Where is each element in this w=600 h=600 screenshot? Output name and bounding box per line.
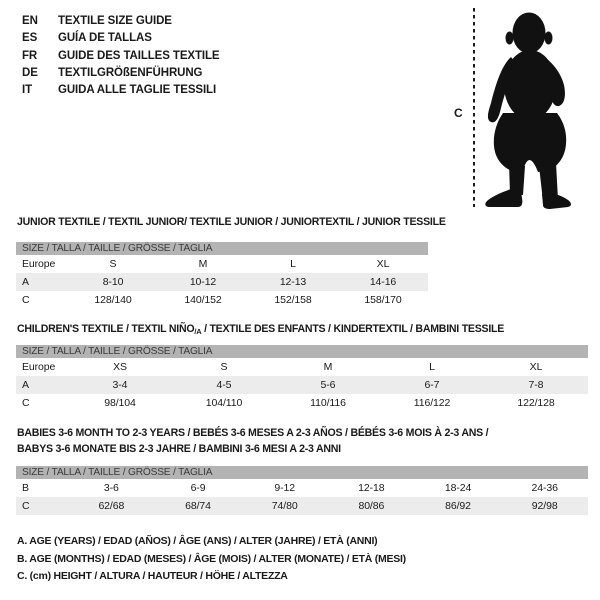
table-row	[16, 376, 588, 394]
table-row	[16, 273, 428, 291]
lang-row-en	[22, 13, 220, 30]
table-cell: XL	[376, 258, 390, 270]
table-cell: XS	[113, 361, 127, 373]
table-cell: 24-36	[531, 482, 558, 494]
row-label: Europe	[22, 258, 56, 270]
children-size-table	[16, 345, 588, 412]
table-cell: 152/158	[274, 294, 312, 306]
footnote-a: A. AGE (YEARS) / EDAD (AÑOS) / ÂGE (ANS) / ALTER (JAHRE) / ETÀ (ANNI)	[17, 535, 378, 547]
lang-title: GUÍA DE TALLAS	[58, 32, 152, 45]
table-cell: 18-24	[444, 482, 472, 494]
row-label: B	[22, 482, 29, 494]
table-row	[16, 394, 588, 412]
table-cell: L	[290, 258, 296, 270]
table-cell: 140/152	[184, 294, 222, 306]
footnote-c: C. (cm) HEIGHT / ALTURA / HAUTEUR / HÖHE / ALTEZZA	[17, 570, 288, 583]
babies-title-line2: BABYS 3-6 MONATE BIS 2-3 JAHRE / BAMBINI 3-6 MESI A 2-3 ANNI	[17, 443, 341, 455]
children-title-subscript: /A	[194, 327, 202, 336]
table-cell: 92/98	[531, 500, 558, 512]
table-cell: 12-18	[358, 482, 385, 494]
table-cell: 68/74	[185, 500, 211, 512]
height-dashed-line	[473, 8, 475, 207]
table-cell: 6-7	[424, 379, 440, 391]
table-cell: L	[429, 361, 435, 373]
lang-title: TEXTILGRÖßENFÜHRUNG	[58, 66, 203, 79]
row-label: Europe	[22, 361, 56, 373]
lang-title: TEXTILE SIZE GUIDE	[58, 15, 172, 27]
table-cell: S	[220, 361, 228, 373]
table-cell: 5-6	[320, 379, 336, 391]
table-cell: XL	[529, 361, 543, 373]
size-band: SIZE / TALLA / TAILLE / GRÖSSE / TAGLIA	[16, 466, 588, 479]
children-title-text: CHILDREN'S TEXTILE / TEXTIL NIÑO	[17, 323, 195, 335]
table-row	[16, 291, 428, 309]
babies-section-title	[17, 425, 577, 457]
table-cell: 14-16	[369, 276, 397, 288]
lang-code: EN	[22, 15, 38, 27]
table-row	[16, 479, 588, 497]
lang-row-de	[22, 65, 220, 82]
row-label: C	[22, 397, 30, 409]
lang-row-fr	[22, 48, 220, 65]
lang-title: GUIDE DES TAILLES TEXTILE	[58, 49, 220, 62]
table-cell: 10-12	[189, 276, 217, 288]
table-row	[16, 497, 588, 515]
table-cell: 9-12	[274, 482, 295, 494]
table-cell: 6-9	[190, 482, 206, 494]
junior-size-table	[16, 242, 428, 309]
lang-code: FR	[22, 49, 38, 62]
row-label: A	[22, 276, 29, 288]
table-cell: 110/116	[310, 397, 346, 409]
junior-section-title: JUNIOR TEXTILE / TEXTIL JUNIOR/ TEXTILE JUNIOR / JUNIORTEXTIL / JUNIOR TESSILE	[17, 216, 446, 228]
height-measure-label: C	[454, 106, 463, 120]
table-cell: 74/80	[271, 500, 298, 512]
table-cell: 62/68	[98, 500, 125, 512]
table-row	[16, 255, 428, 273]
language-header	[22, 13, 220, 99]
table-cell: M	[323, 361, 333, 373]
table-cell: 158/170	[364, 294, 402, 306]
table-cell: 122/128	[517, 397, 555, 409]
lang-code: DE	[22, 66, 38, 79]
table-cell: 3-4	[112, 379, 128, 391]
babies-size-table	[16, 466, 588, 515]
table-cell: 98/104	[104, 397, 136, 409]
row-label: C	[22, 294, 30, 306]
table-cell: 12-13	[279, 276, 307, 288]
lang-row-es	[22, 30, 220, 47]
lang-title: GUIDA ALLE TAGLIE TESSILI	[58, 84, 217, 97]
footnote-b: B. AGE (MONTHS) / EDAD (MESES) / ÂGE (MOIS) / ALTER (MONATE) / ETÀ (MESI)	[17, 552, 406, 565]
table-cell: 7-8	[528, 379, 544, 391]
children-title-text: / TEXTILE DES ENFANTS / KINDERTEXTIL / BAMBINI TESSILE	[201, 323, 505, 335]
size-band: SIZE / TALLA / TAILLE / GRÖSSE / TAGLIA	[16, 345, 588, 358]
table-row	[16, 358, 588, 376]
row-label: A	[22, 379, 29, 391]
lang-row-it	[22, 82, 220, 99]
table-cell: 80/86	[358, 500, 385, 512]
children-section-title	[17, 323, 504, 336]
table-cell: 86/92	[445, 500, 471, 512]
size-band: SIZE / TALLA / TAILLE / GRÖSSE / TAGLIA	[16, 242, 428, 255]
table-cell: 128/140	[94, 294, 132, 306]
babies-title-line1: BABIES 3-6 MONTH TO 2-3 YEARS / BEBÉS 3-6 MESES A 2-3 AÑOS / BÉBÉS 3-6 MOIS À 2-3 ANS /	[17, 427, 489, 439]
footnotes	[17, 533, 406, 586]
lang-code: ES	[22, 32, 38, 45]
table-cell: S	[109, 258, 117, 270]
table-cell: 104/110	[205, 397, 243, 409]
table-cell: 3-6	[103, 482, 119, 494]
table-cell: M	[198, 258, 208, 270]
table-cell: 116/122	[413, 397, 451, 409]
toddler-silhouette-icon	[481, 5, 576, 210]
row-label: C	[22, 500, 30, 512]
lang-code: IT	[22, 84, 33, 97]
table-cell: 8-10	[102, 276, 124, 288]
table-cell: 4-5	[216, 379, 232, 391]
